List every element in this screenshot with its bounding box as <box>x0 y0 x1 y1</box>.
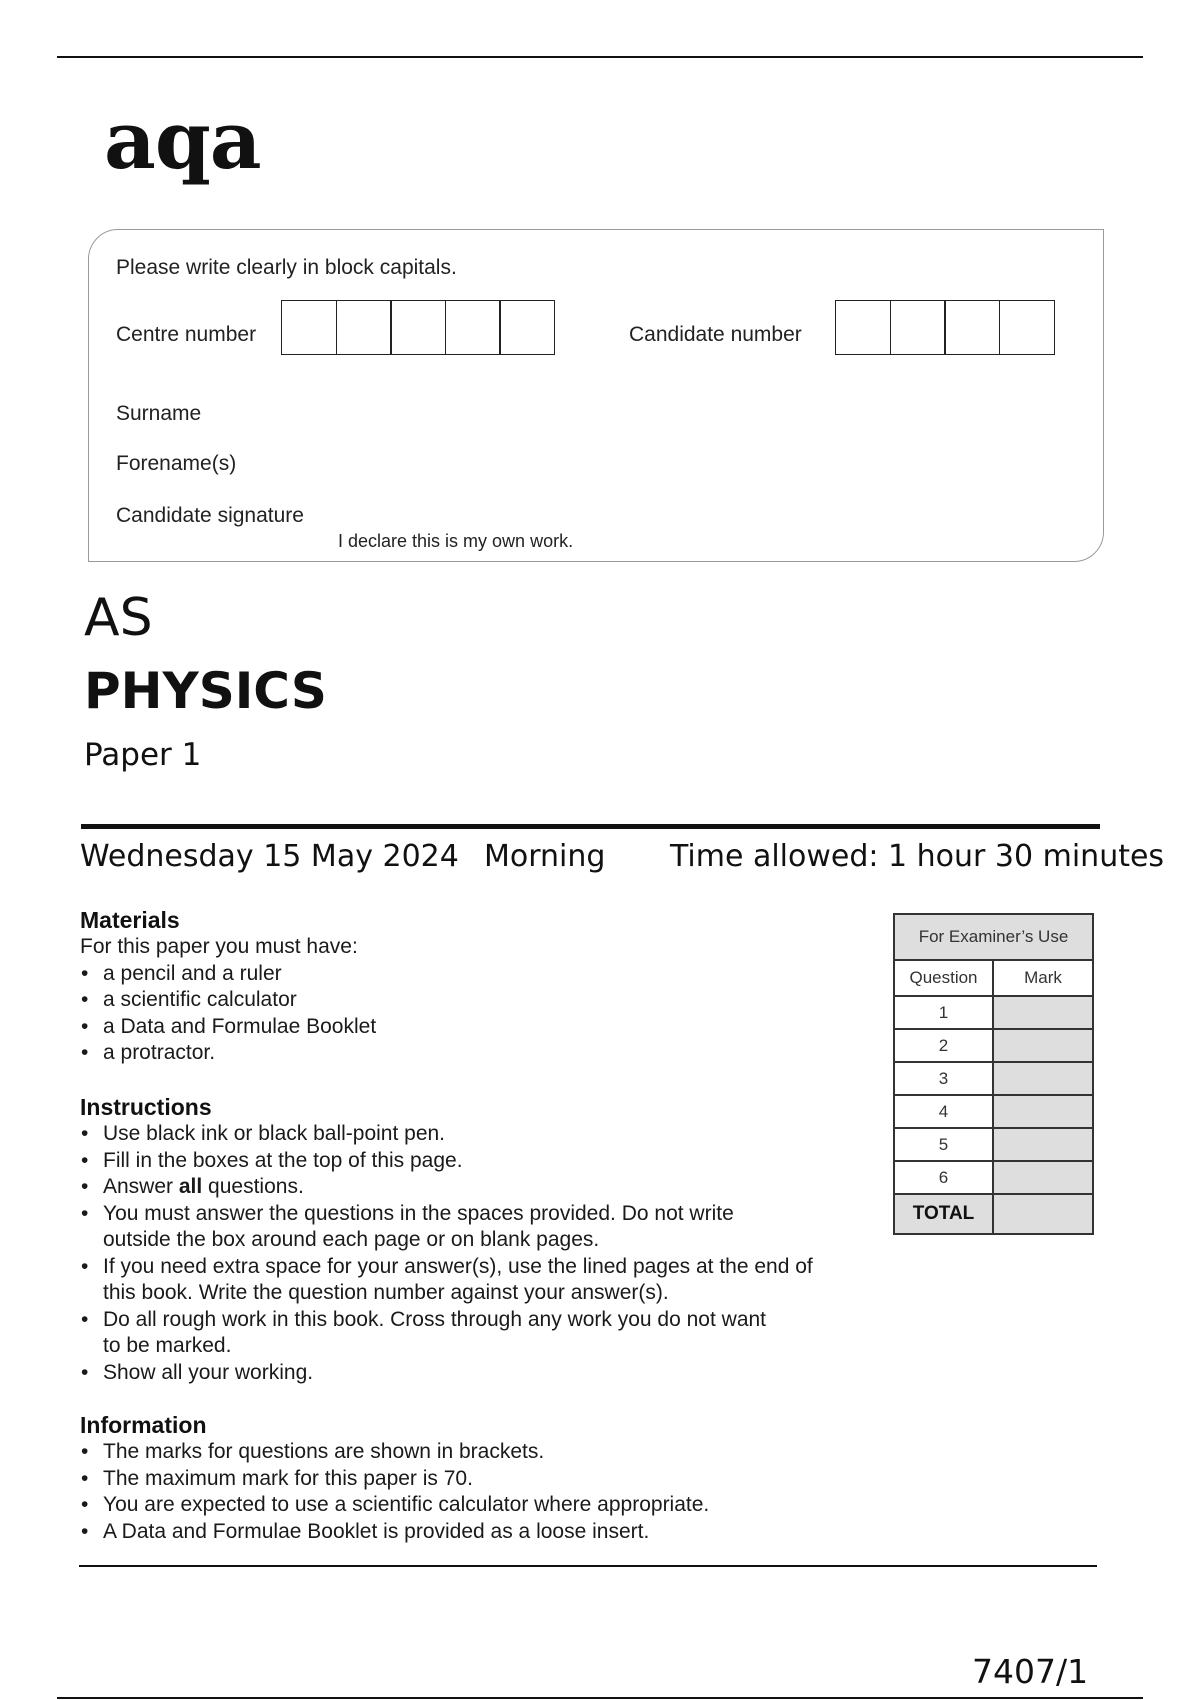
list-item <box>80 1201 900 1254</box>
exam-date: Wednesday 15 May 2024 <box>80 839 459 874</box>
line-a: Do all rough work in this book. Cross through any work you do not want <box>103 1307 767 1331</box>
instructions-section <box>80 1093 900 1386</box>
total-row <box>894 1194 1093 1234</box>
instructions-list <box>80 1121 900 1386</box>
list-item: • Show all your working. <box>80 1360 900 1387</box>
list-item: • Fill in the boxes at the top of this page. <box>80 1148 900 1175</box>
question-number: 1 <box>894 996 993 1029</box>
surname-label: Surname <box>116 402 202 425</box>
subject-title: PHYSICS <box>84 662 327 720</box>
heading-rule <box>81 824 1100 829</box>
centre-number-box[interactable] <box>445 300 501 355</box>
footer-rule <box>79 1565 1097 1567</box>
total-label: TOTAL <box>894 1194 993 1234</box>
answer-prefix: Answer <box>103 1175 179 1198</box>
list-item: • Use black ink or black ball-point pen. <box>80 1121 900 1148</box>
mark-cell[interactable] <box>993 1029 1093 1062</box>
list-item: • The marks for questions are shown in brackets. <box>80 1439 900 1466</box>
question-number: 2 <box>894 1029 993 1062</box>
materials-heading: Materials <box>80 907 180 933</box>
line-a: If you need extra space for your answer(s), use the lined pages at the end of <box>103 1254 813 1278</box>
examiner-table-title: For Examiner’s Use <box>894 914 1093 960</box>
examiner-use-table <box>893 913 1094 1235</box>
paper-code: 7407/1 <box>972 1652 1089 1691</box>
question-number: 3 <box>894 1062 993 1095</box>
centre-number-boxes <box>281 300 554 355</box>
answer-suffix: questions. <box>202 1175 304 1198</box>
centre-number-box[interactable] <box>390 300 446 355</box>
table-row <box>894 996 1093 1029</box>
line-b: outside the box around each page or on blank pages. <box>103 1228 600 1251</box>
list-item: • a scientific calculator <box>80 987 900 1014</box>
candidate-number-boxes <box>835 300 1053 355</box>
list-item: • A Data and Formulae Booklet is provided as a loose insert. <box>80 1519 900 1546</box>
centre-number-box[interactable] <box>499 300 555 355</box>
list-item <box>80 1307 900 1360</box>
qualification-level: AS <box>84 588 153 648</box>
materials-list <box>80 961 900 1067</box>
list-item: • a protractor. <box>80 1040 900 1067</box>
declaration-text: I declare this is my own work. <box>338 531 574 551</box>
information-section <box>80 1411 900 1545</box>
signature-label: Candidate signature <box>116 504 304 527</box>
candidate-number-box[interactable] <box>999 300 1055 355</box>
aqa-logo: aqa <box>104 93 261 187</box>
table-row <box>894 1029 1093 1062</box>
centre-number-box[interactable] <box>281 300 337 355</box>
total-mark-cell[interactable] <box>993 1194 1093 1234</box>
mark-column-header: Mark <box>993 960 1093 996</box>
list-item: • You are expected to use a scientific calculator where appropriate. <box>80 1492 900 1519</box>
table-row <box>894 1161 1093 1194</box>
centre-number-label: Centre number <box>116 323 257 346</box>
table-row <box>894 1062 1093 1095</box>
candidate-number-box[interactable] <box>944 300 1000 355</box>
list-item: • The maximum mark for this paper is 70. <box>80 1466 900 1493</box>
mark-cell[interactable] <box>993 1095 1093 1128</box>
list-item <box>80 1254 900 1307</box>
candidate-number-box[interactable] <box>835 300 891 355</box>
exam-session: Morning <box>484 839 606 874</box>
materials-lead: For this paper you must have: <box>80 935 358 958</box>
information-list <box>80 1439 900 1545</box>
instructions-heading: Instructions <box>80 1094 212 1120</box>
paper-title: Paper 1 <box>84 737 202 773</box>
table-row <box>894 1128 1093 1161</box>
line-b: this book. Write the question number against your answer(s). <box>103 1281 669 1304</box>
mark-cell[interactable] <box>993 1128 1093 1161</box>
list-item: • a Data and Formulae Booklet <box>80 1014 900 1041</box>
mark-cell[interactable] <box>993 1062 1093 1095</box>
line-b: to be marked. <box>103 1334 232 1357</box>
answer-emphasis: all <box>178 1175 203 1198</box>
table-row <box>894 1095 1093 1128</box>
bottom-rule <box>57 1697 1143 1699</box>
top-rule <box>57 56 1143 58</box>
mark-cell[interactable] <box>993 1161 1093 1194</box>
information-heading: Information <box>80 1412 207 1438</box>
line-a: You must answer the questions in the spaces provided. Do not write <box>103 1201 734 1225</box>
list-item <box>80 1174 900 1201</box>
block-capitals-instruction: Please write clearly in block capitals. <box>116 256 457 279</box>
question-number: 6 <box>894 1161 993 1194</box>
question-number: 5 <box>894 1128 993 1161</box>
candidate-number-label: Candidate number <box>629 323 802 346</box>
candidate-number-box[interactable] <box>890 300 946 355</box>
question-number: 4 <box>894 1095 993 1128</box>
forenames-label: Forename(s) <box>116 452 237 475</box>
mark-cell[interactable] <box>993 996 1093 1029</box>
centre-number-box[interactable] <box>336 300 392 355</box>
time-allowed: Time allowed: 1 hour 30 minutes <box>670 839 1165 874</box>
list-item: • a pencil and a ruler <box>80 961 900 988</box>
materials-section <box>80 906 900 1067</box>
question-column-header: Question <box>894 960 993 996</box>
